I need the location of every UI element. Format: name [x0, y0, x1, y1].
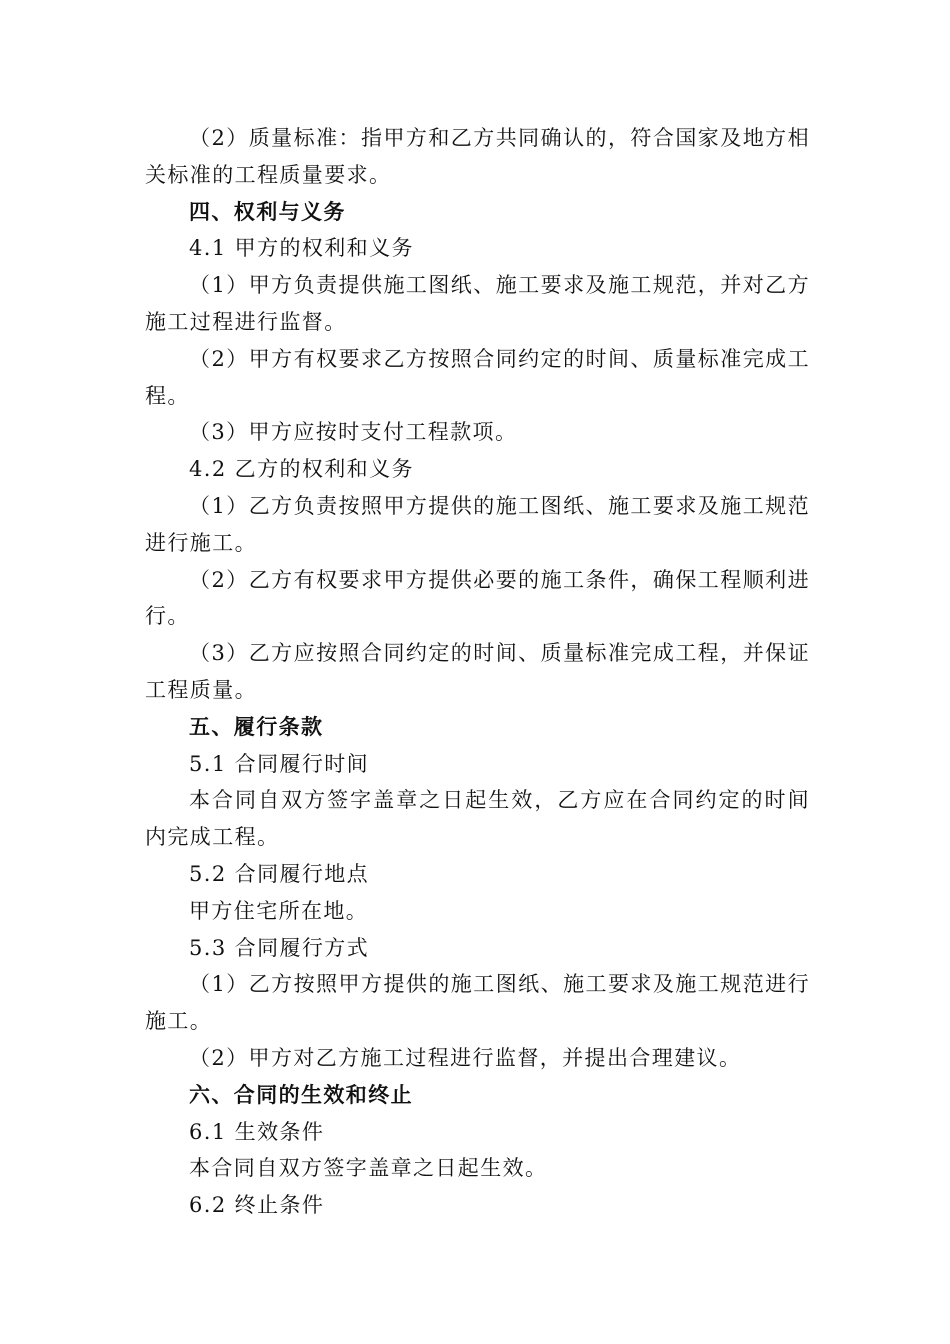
subsection-heading: 6.2 终止条件	[189, 1193, 325, 1218]
subsection-heading: 5.3 合同履行方式	[189, 935, 370, 960]
section-heading: 四、权利与义务	[189, 198, 346, 224]
subsection-heading: 5.1 合同履行时间	[189, 751, 370, 776]
paragraph: 本合同自双方签字盖章之日起生效，乙方应在合同约定的时间内完成工程。	[145, 788, 810, 850]
section-heading: 六、合同的生效和终止	[189, 1081, 413, 1107]
paragraph: （1）乙方负责按照甲方提供的施工图纸、施工要求及施工规范进行施工。	[145, 493, 810, 555]
paragraph: （2）质量标准：指甲方和乙方共同确认的，符合国家及地方相关标准的工程质量要求。	[145, 126, 810, 187]
subsection-heading: 4.1 甲方的权利和义务	[189, 236, 414, 261]
paragraph: （2）甲方对乙方施工过程进行监督，并提出合理建议。	[189, 1045, 742, 1070]
section-heading: 五、履行条款	[189, 713, 324, 739]
paragraph: （1）甲方负责提供施工图纸、施工要求及施工规范，并对乙方施工过程进行监督。	[145, 273, 810, 334]
paragraph: （3）乙方应按照合同约定的时间、质量标准完成工程，并保证工程质量。	[145, 641, 810, 702]
paragraph: 甲方住宅所在地。	[189, 898, 369, 923]
paragraph: 本合同自双方签字盖章之日起生效。	[189, 1156, 548, 1181]
paragraph: （1）乙方按照甲方提供的施工图纸、施工要求及施工规范进行施工。	[145, 972, 810, 1034]
document-body	[145, 120, 810, 1224]
paragraph: （3）甲方应按时支付工程款项。	[189, 420, 518, 445]
subsection-heading: 6.1 生效条件	[189, 1119, 325, 1144]
subsection-heading: 4.2 乙方的权利和义务	[189, 457, 414, 482]
subsection-heading: 5.2 合同履行地点	[189, 861, 370, 886]
paragraph: （2）乙方有权要求甲方提供必要的施工条件，确保工程顺利进行。	[145, 567, 810, 629]
paragraph: （2）甲方有权要求乙方按照合同约定的时间、质量标准完成工程。	[145, 346, 810, 408]
